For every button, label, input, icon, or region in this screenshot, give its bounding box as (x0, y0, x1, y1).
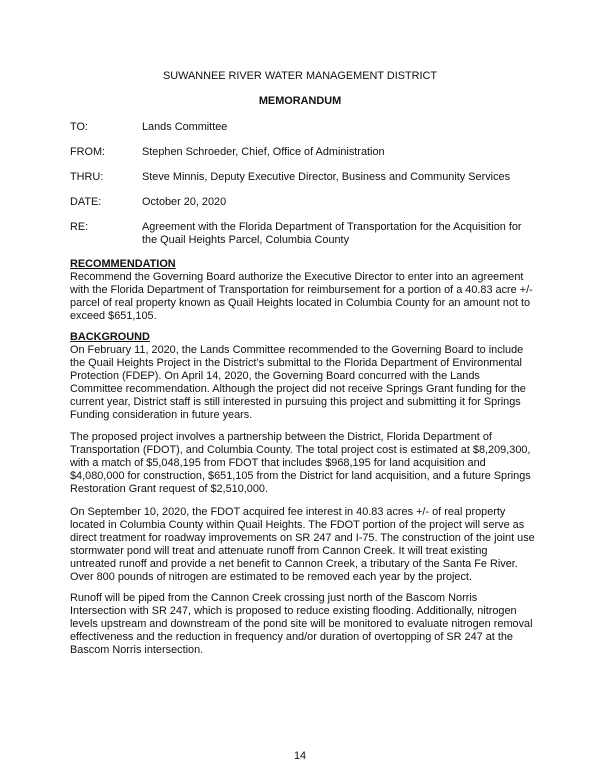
memo-title: MEMORANDUM (258, 95, 342, 107)
date-value: October 20, 2020 (142, 196, 227, 208)
re-value: Agreement with the Florida Department of Transportation for the Acquisition for the Quail Heights Parcel, Columbia County (142, 221, 522, 246)
background-paragraph-2: The proposed project involves a partnership between the District, Florida Department of Transportation (FDOT), and Columbia County. The total project cost is estimated at $8,209,300, with a match of $5,048,195 from FDOT that includes $968,195 for land acquisition and $4,080,000 for construction, $651,105 from the District for land acquisition, and a future Springs Restoration Grant request of $2,510,000. (70, 431, 531, 495)
background-paragraph-1: On February 11, 2020, the Lands Committee recommended to the Governing Board to include the Quail Heights Project in the District’s submittal to the Florida Department of Environmental Protection (FDEP). On April 14, 2020, the Governing Board concurred with the Lands Committee recommendation. Although the project did not receive Springs Grant funding for the current year, District staff is still interested in pursuing this project and submitting it for Springs Funding consideration in future years. (70, 344, 526, 421)
to-value: Lands Committee (142, 121, 228, 133)
date-label: DATE: (70, 196, 102, 208)
background-paragraph-3: On September 10, 2020, the FDOT acquired fee interest in 40.83 acres +/- of real property located in Columbia County within Quail Heights. The FDOT portion of the project will serve as direct treatment for roadway improvements on SR 247 and I-75. The construction of the joint use stormwater pond will treat and attenuate runoff from Cannon Creek. It will treat existing untreated runoff and provide a net benefit to Cannon Creek, a tributary of the Santa Fe River. Over 800 pounds of nitrogen are estimated to be removed each year by the project. (70, 506, 535, 583)
thru-value: Steve Minnis, Deputy Executive Director, Business and Community Services (142, 171, 511, 183)
recommendation-text: Recommend the Governing Board authorize the Executive Director to enter into an agreement with the Florida Department of Transportation for reimbursement for a portion of a 40.83 acre +/- parcel of real property known as Quail Heights located in Columbia County for an amount not to exceed $651,105. (70, 271, 533, 322)
to-label: TO: (70, 121, 88, 133)
from-value: Stephen Schroeder, Chief, Office of Administration (142, 146, 385, 158)
background-heading: BACKGROUND (70, 331, 150, 343)
agency-name: SUWANNEE RIVER WATER MANAGEMENT DISTRICT (162, 70, 438, 82)
recommendation-section (70, 258, 535, 323)
background-section (70, 331, 535, 422)
background-paragraph-4: Runoff will be piped from the Cannon Creek crossing just north of the Bascom Norris Intersection with SR 247, which is proposed to reduce existing flooding. Additionally, nitrogen levels upstream and downstream of the pond site will be monitored to evaluate nitrogen removal effectiveness and the reduction in frequency and/or duration of overtopping of SR 247 at the Bascom Norris intersection. (70, 592, 533, 656)
re-label: RE: (70, 221, 89, 233)
recommendation-heading: RECOMMENDATION (70, 258, 176, 270)
thru-label: THRU: (70, 171, 104, 183)
page-number: 14 (293, 750, 307, 762)
from-label: FROM: (70, 146, 106, 158)
